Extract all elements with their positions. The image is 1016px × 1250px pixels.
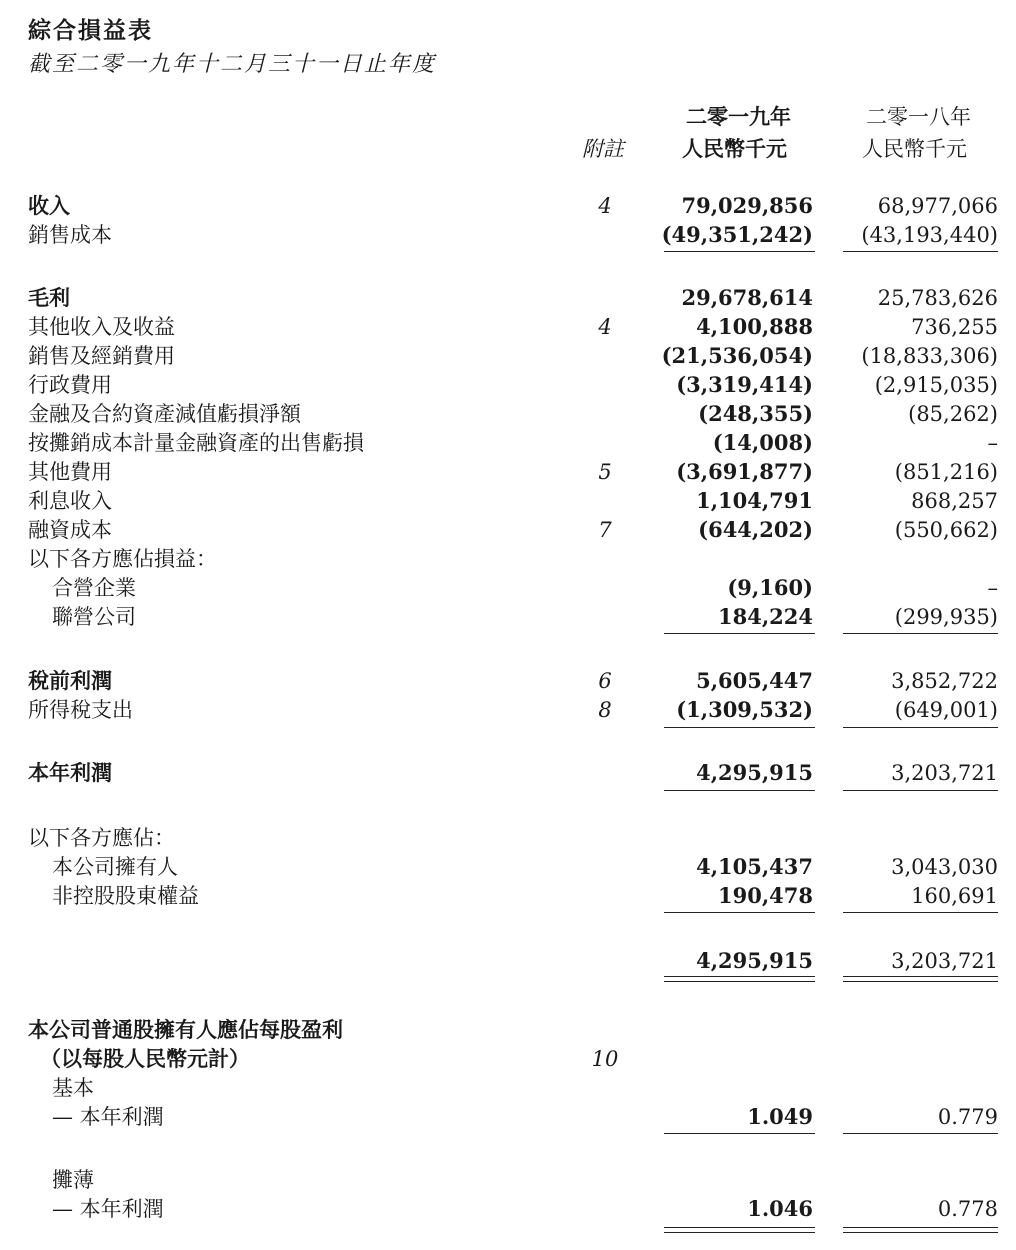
row-label-profit: 本年利潤: [28, 760, 112, 785]
row-2019-other-exp: (3,691,877): [676, 459, 813, 484]
row-2019-gross-profit: 29,678,614: [681, 285, 813, 310]
unit-2019-header: 人民幣千元: [682, 136, 787, 161]
double-rule: [843, 976, 998, 977]
row-2018-interest-income: 868,257: [911, 489, 998, 513]
row-label-loss-on-sale: 按攤銷成本計量金融資產的出售虧損: [28, 431, 364, 455]
row-note-tax: 8: [598, 698, 612, 722]
row-label-cost-of-sales: 銷售成本: [28, 223, 112, 247]
rule: [664, 1133, 815, 1134]
row-2018-tax: (649,001): [894, 698, 998, 722]
row-2019-cost-of-sales: (49,351,242): [661, 222, 813, 247]
row-label-tax: 所得稅支出: [28, 698, 133, 722]
row-2019-associates: 184,224: [718, 604, 813, 629]
rule: [843, 912, 998, 913]
row-2018-basic-eps: 0.779: [937, 1105, 998, 1129]
row-note-finance-costs: 7: [598, 518, 612, 542]
row-2018-other-income: 736,255: [911, 315, 998, 339]
double-rule: [843, 981, 998, 982]
row-2018-associates: (299,935): [894, 605, 998, 629]
rule: [664, 633, 815, 634]
row-label-selling-exp: 銷售及經銷費用: [28, 344, 175, 368]
row-label-diluted-profit: — 本年利潤: [52, 1197, 164, 1221]
row-2018-owners: 3,043,030: [891, 855, 998, 879]
row-2018-other-exp: (851,216): [894, 460, 998, 484]
row-label-revenue: 收入: [28, 193, 70, 218]
row-2018-revenue: 68,977,066: [877, 194, 998, 218]
year-2018-header: 二零一八年: [866, 105, 971, 129]
row-label-share-of-pl: 以下各方應佔損益：: [28, 547, 217, 571]
row-2018-jv: –: [987, 576, 998, 600]
rule: [843, 633, 998, 634]
row-2018-admin-exp: (2,915,035): [874, 373, 998, 397]
page-subtitle: 截至二零一九年十二月三十一日止年度: [28, 52, 437, 77]
row-note-other-income: 4: [598, 315, 612, 339]
double-rule: [664, 1227, 815, 1228]
row-note-pbt: 6: [598, 669, 612, 693]
row-label-other-income: 其他收入及收益: [28, 315, 175, 339]
row-2018-nci: 160,691: [911, 884, 998, 908]
row-label-eps-title: 本公司普通股擁有人應佔每股盈利: [28, 1017, 343, 1042]
row-label-nci: 非控股股東權益: [52, 884, 199, 908]
row-2019-owners: 4,105,437: [696, 854, 813, 879]
row-label-pbt: 稅前利潤: [28, 668, 112, 693]
row-label-diluted: 攤薄: [52, 1168, 94, 1192]
row-2018-diluted-eps: 0.778: [937, 1197, 998, 1221]
row-2018-gross-profit: 25,783,626: [877, 286, 998, 310]
row-2019-basic-eps: 1.049: [747, 1104, 813, 1129]
row-label-other-exp: 其他費用: [28, 460, 112, 484]
double-rule: [843, 1232, 998, 1233]
row-label-owners: 本公司擁有人: [52, 855, 178, 879]
row-label-eps-unit: （以每股人民幣元計）: [40, 1046, 250, 1071]
rule: [664, 790, 815, 791]
rule: [843, 1133, 998, 1134]
row-label-gross-profit: 毛利: [28, 285, 70, 310]
row-label-impairment: 金融及合約資產減值虧損淨額: [28, 402, 301, 426]
rule: [843, 727, 998, 728]
rule: [664, 251, 815, 252]
row-2019-profit: 4,295,915: [696, 760, 813, 785]
row-2019-revenue: 79,029,856: [681, 193, 813, 218]
rule: [843, 790, 998, 791]
row-2018-impairment: (85,262): [908, 402, 998, 426]
page-title: 綜合損益表: [28, 17, 153, 44]
double-rule: [664, 976, 815, 977]
row-label-finance-costs: 融資成本: [28, 518, 112, 542]
row-label-attrib: 以下各方應佔：: [28, 826, 175, 850]
row-label-basic: 基本: [52, 1076, 94, 1100]
row-2019-tax: (1,309,532): [676, 697, 813, 722]
row-note-revenue: 4: [598, 194, 612, 218]
row-2019-diluted-eps: 1.046: [747, 1196, 813, 1221]
rule: [664, 912, 815, 913]
row-note-eps: 10: [591, 1047, 619, 1071]
row-2018-profit: 3,203,721: [891, 761, 998, 785]
row-2019-nci: 190,478: [718, 883, 813, 908]
row-label-admin-exp: 行政費用: [28, 373, 112, 397]
row-2019-impairment: (248,355): [698, 401, 813, 426]
row-label-associates: 聯營公司: [52, 605, 136, 629]
year-2019-header: 二零一九年: [686, 104, 791, 129]
row-label-jv: 合營企業: [52, 576, 136, 600]
row-2019-finance-costs: (644,202): [698, 517, 813, 542]
row-note-other-exp: 5: [598, 460, 612, 484]
row-2018-pbt: 3,852,722: [891, 669, 998, 693]
note-column-header: 附註: [582, 137, 624, 161]
row-2019-total: 4,295,915: [696, 948, 813, 973]
row-2019-admin-exp: (3,319,414): [676, 372, 813, 397]
rule: [843, 251, 998, 252]
row-2019-pbt: 5,605,447: [696, 668, 813, 693]
row-2019-interest-income: 1,104,791: [696, 488, 813, 513]
row-2019-other-income: 4,100,888: [696, 314, 813, 339]
row-2018-finance-costs: (550,662): [894, 518, 998, 542]
row-label-interest-income: 利息收入: [28, 489, 112, 513]
double-rule: [664, 1232, 815, 1233]
row-2019-jv: (9,160): [727, 575, 813, 600]
row-label-basic-profit: — 本年利潤: [52, 1105, 164, 1129]
rule: [664, 727, 815, 728]
row-2018-total: 3,203,721: [891, 949, 998, 973]
row-2019-loss-on-sale: (14,008): [712, 430, 813, 455]
row-2019-selling-exp: (21,536,054): [661, 343, 813, 368]
row-2018-loss-on-sale: –: [987, 431, 998, 455]
double-rule: [664, 981, 815, 982]
row-2018-selling-exp: (18,833,306): [861, 344, 998, 368]
row-2018-cost-of-sales: (43,193,440): [861, 223, 998, 247]
unit-2018-header: 人民幣千元: [862, 137, 967, 161]
double-rule: [843, 1227, 998, 1228]
